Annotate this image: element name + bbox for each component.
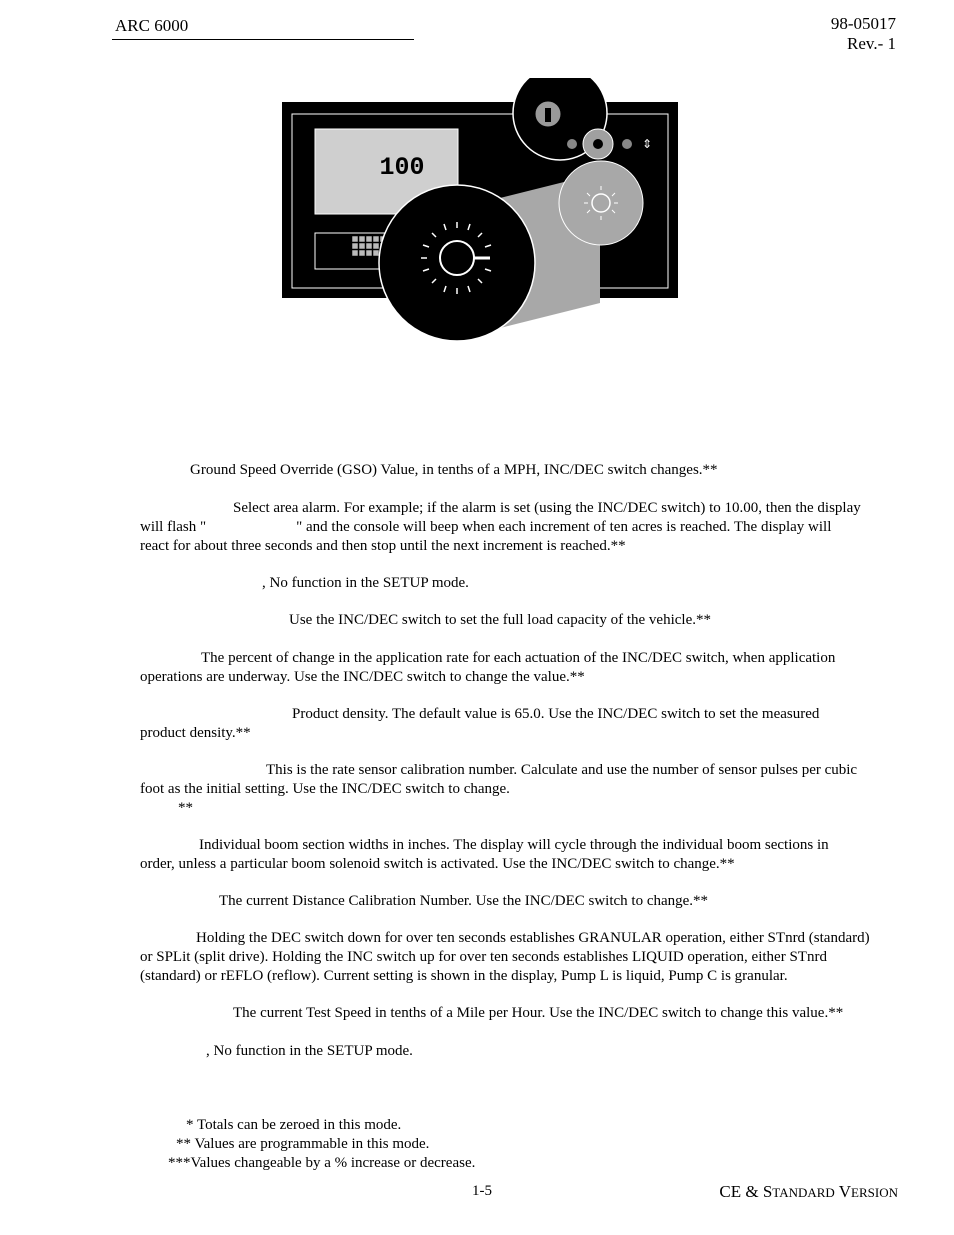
- console-figure: [270, 78, 690, 348]
- page-number: 1-5: [472, 1183, 492, 1199]
- mode-line-2: or SPLit (split drive). Holding the INC switch up for over ten seconds establishes LIQUID operation, either STnrd: [140, 948, 827, 965]
- edition-label: [719, 1182, 898, 1202]
- rate-cal-line-3: **: [178, 799, 193, 816]
- rate-cal-line-1: This is the rate sensor calibration number. Calculate and use the number of sensor pulses per cubic: [266, 762, 858, 778]
- indicator-left-icon: [567, 139, 577, 149]
- paragraph-no-function-2: , No function in the SETUP mode.: [206, 1043, 413, 1059]
- paragraph-test-speed: The current Test Speed in tenths of a Mile per Hour. Use the INC/DEC switch to change this value.**: [233, 1005, 844, 1021]
- edition-s: S: [762, 1182, 773, 1201]
- boom-line-1: Individual boom section widths in inches. The display will cycle through the individual boom sections in: [199, 837, 829, 853]
- area-alarm-line-2: [140, 518, 900, 537]
- density-line-2: product density.**: [140, 724, 251, 741]
- inc-dec-arrow-icon: ⇕: [642, 137, 653, 151]
- percent-change-line-1: The percent of change in the application rate for each actuation of the INC/DEC switch, when application: [201, 650, 836, 666]
- edition-prefix: CE &: [719, 1182, 763, 1201]
- area-alarm-line-3: react for about three seconds and then stop until the next increment is reached.**: [140, 537, 626, 554]
- note-programmable: ** Values are programmable in this mode.: [176, 1136, 430, 1152]
- note-totals: * Totals can be zeroed in this mode.: [186, 1117, 402, 1133]
- paragraph-load-capacity: Use the INC/DEC switch to set the full load capacity of the vehicle.**: [289, 612, 711, 628]
- area-alarm-line-2a: will flash ": [140, 518, 207, 535]
- lcd-readout: 100: [379, 153, 425, 182]
- header-doc-info: [831, 14, 896, 54]
- paragraph-mode: [140, 929, 900, 985]
- paragraph-no-function-1: , No function in the SETUP mode.: [262, 575, 469, 591]
- edition-ersion: ERSION: [851, 1185, 898, 1200]
- edition-v: V: [838, 1182, 852, 1201]
- mode-switch-center: [593, 139, 603, 149]
- header-rule: [112, 39, 414, 40]
- density-line-1: Product density. The default value is 65.0. Use the INC/DEC switch to set the measured: [292, 706, 820, 722]
- paragraph-distance-cal: The current Distance Calibration Number. Use the INC/DEC switch to change.**: [219, 893, 709, 909]
- paragraph-boom: [140, 836, 900, 874]
- indicator-right-icon: [622, 139, 632, 149]
- area-alarm-line-1: Select area alarm. For example; if the alarm is set (using the INC/DEC switch) to 10.00, then the display: [233, 500, 861, 516]
- toggle-lever: [545, 108, 551, 122]
- small-dial: [559, 161, 643, 245]
- paragraph-percent-change: [140, 649, 900, 687]
- rate-cal-line-2: foot as the initial setting. Use the INC/DEC switch to change.: [140, 780, 510, 797]
- paragraph-gso: Ground Speed Override (GSO) Value, in tenths of a MPH, INC/DEC switch changes.**: [190, 462, 718, 478]
- header-doc-number: 98-05017: [830, 14, 896, 33]
- mode-line-3: (standard) or rEFLO (reflow). Current setting is shown in the display, Pump L is liquid, Pump C is granular.: [140, 967, 788, 984]
- paragraph-area-alarm: [140, 499, 900, 555]
- boom-line-2: order, unless a particular boom solenoid switch is activated. Use the INC/DEC switch to change.**: [140, 855, 735, 872]
- header-revision: Rev.- 1: [847, 34, 896, 53]
- note-changeable: ***Values changeable by a % increase or decrease.: [168, 1155, 476, 1171]
- paragraph-density: [140, 705, 900, 743]
- paragraph-rate-cal: [140, 761, 900, 817]
- area-alarm-line-2b: " and the console will beep when each increment of ten acres is reached. The display will: [296, 518, 832, 535]
- large-dial-magnifier: [379, 185, 535, 341]
- mode-line-1: Holding the DEC switch down for over ten seconds establishes GRANULAR operation, either STnrd (standard): [196, 930, 870, 946]
- percent-change-line-2: operations are underway. Use the INC/DEC switch to change the value.**: [140, 668, 585, 685]
- header-model: ARC 6000: [115, 16, 189, 35]
- edition-tandard: TANDARD: [772, 1185, 835, 1200]
